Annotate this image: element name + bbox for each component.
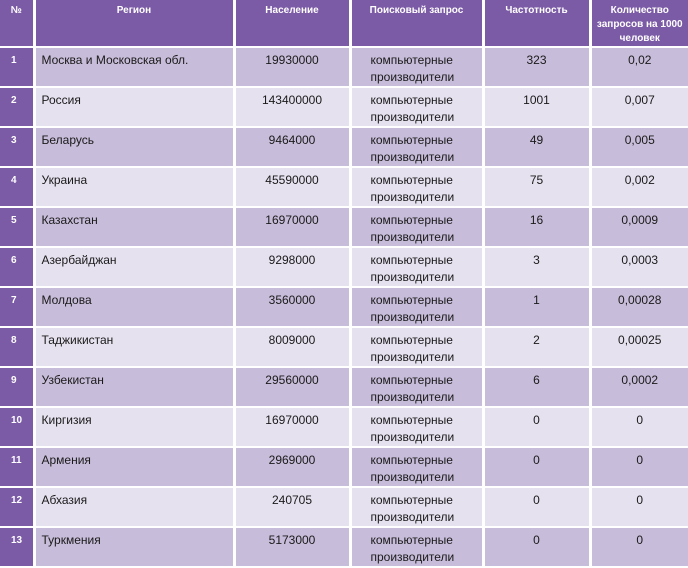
- frequency-cell: 0: [483, 447, 590, 487]
- population-cell: 2969000: [234, 447, 350, 487]
- region-cell: Беларусь: [34, 127, 234, 167]
- population-cell: 9464000: [234, 127, 350, 167]
- row-number: 7: [0, 287, 34, 327]
- table-header-row: [0, 0, 688, 47]
- population-cell: 3560000: [234, 287, 350, 327]
- table-row: [0, 487, 688, 527]
- query-cell: компьютерные производители: [350, 287, 483, 327]
- row-number: 11: [0, 447, 34, 487]
- population-cell: 8009000: [234, 327, 350, 367]
- population-cell: 5173000: [234, 527, 350, 567]
- query-cell: компьютерные производители: [350, 407, 483, 447]
- header-query: Поисковый запрос: [350, 0, 483, 47]
- header-frequency: Частотность: [483, 0, 590, 47]
- per-1000-cell: 0,00025: [590, 327, 688, 367]
- frequency-cell: 6: [483, 367, 590, 407]
- region-cell: Абхазия: [34, 487, 234, 527]
- row-number: 2: [0, 87, 34, 127]
- per-1000-cell: 0,005: [590, 127, 688, 167]
- per-1000-cell: 0: [590, 447, 688, 487]
- region-cell: Молдова: [34, 287, 234, 327]
- query-cell: компьютерные производители: [350, 487, 483, 527]
- frequency-cell: 75: [483, 167, 590, 207]
- frequency-cell: 1001: [483, 87, 590, 127]
- region-cell: Азербайджан: [34, 247, 234, 287]
- per-1000-cell: 0,0009: [590, 207, 688, 247]
- query-cell: компьютерные производители: [350, 447, 483, 487]
- per-1000-cell: 0,02: [590, 47, 688, 87]
- query-cell: компьютерные производители: [350, 87, 483, 127]
- population-cell: 143400000: [234, 87, 350, 127]
- region-cell: Украина: [34, 167, 234, 207]
- per-1000-cell: 0,002: [590, 167, 688, 207]
- row-number: 3: [0, 127, 34, 167]
- query-cell: компьютерные производители: [350, 327, 483, 367]
- population-cell: 16970000: [234, 207, 350, 247]
- row-number: 12: [0, 487, 34, 527]
- row-number: 5: [0, 207, 34, 247]
- per-1000-cell: 0: [590, 527, 688, 567]
- row-number: 4: [0, 167, 34, 207]
- header-region: Регион: [34, 0, 234, 47]
- row-number: 1: [0, 47, 34, 87]
- population-cell: 45590000: [234, 167, 350, 207]
- population-cell: 240705: [234, 487, 350, 527]
- table-body: [0, 47, 688, 567]
- table-row: [0, 47, 688, 87]
- population-cell: 29560000: [234, 367, 350, 407]
- per-1000-cell: 0,0003: [590, 247, 688, 287]
- region-cell: Москва и Московская обл.: [34, 47, 234, 87]
- table-row: [0, 167, 688, 207]
- row-number: 8: [0, 327, 34, 367]
- header-num: №: [0, 0, 34, 47]
- table-row: [0, 327, 688, 367]
- header-population: Население: [234, 0, 350, 47]
- table-row: [0, 527, 688, 567]
- frequency-cell: 2: [483, 327, 590, 367]
- frequency-cell: 1: [483, 287, 590, 327]
- query-cell: компьютерные производители: [350, 127, 483, 167]
- region-cell: Казахстан: [34, 207, 234, 247]
- per-1000-cell: 0: [590, 487, 688, 527]
- row-number: 10: [0, 407, 34, 447]
- query-cell: компьютерные производители: [350, 207, 483, 247]
- region-cell: Россия: [34, 87, 234, 127]
- region-cell: Узбекистан: [34, 367, 234, 407]
- table-row: [0, 287, 688, 327]
- table-row: [0, 87, 688, 127]
- region-cell: Армения: [34, 447, 234, 487]
- row-number: 13: [0, 527, 34, 567]
- frequency-cell: 323: [483, 47, 590, 87]
- query-cell: компьютерные производители: [350, 47, 483, 87]
- row-number: 6: [0, 247, 34, 287]
- table-row: [0, 247, 688, 287]
- table-row: [0, 127, 688, 167]
- header-per-1000: Количество запросов на 1000 человек: [590, 0, 688, 47]
- population-cell: 16970000: [234, 407, 350, 447]
- table-row: [0, 407, 688, 447]
- frequency-cell: 49: [483, 127, 590, 167]
- frequency-cell: 0: [483, 487, 590, 527]
- frequency-cell: 0: [483, 407, 590, 447]
- frequency-cell: 3: [483, 247, 590, 287]
- query-cell: компьютерные производители: [350, 167, 483, 207]
- table-row: [0, 367, 688, 407]
- region-cell: Таджикистан: [34, 327, 234, 367]
- per-1000-cell: 0,0002: [590, 367, 688, 407]
- per-1000-cell: 0: [590, 407, 688, 447]
- region-cell: Туркмения: [34, 527, 234, 567]
- table-row: [0, 447, 688, 487]
- query-cell: компьютерные производители: [350, 367, 483, 407]
- region-cell: Киргизия: [34, 407, 234, 447]
- query-cell: компьютерные производители: [350, 247, 483, 287]
- row-number: 9: [0, 367, 34, 407]
- frequency-cell: 0: [483, 527, 590, 567]
- table-row: [0, 207, 688, 247]
- frequency-cell: 16: [483, 207, 590, 247]
- query-cell: компьютерные производители: [350, 527, 483, 567]
- per-1000-cell: 0,00028: [590, 287, 688, 327]
- per-1000-cell: 0,007: [590, 87, 688, 127]
- population-cell: 19930000: [234, 47, 350, 87]
- population-cell: 9298000: [234, 247, 350, 287]
